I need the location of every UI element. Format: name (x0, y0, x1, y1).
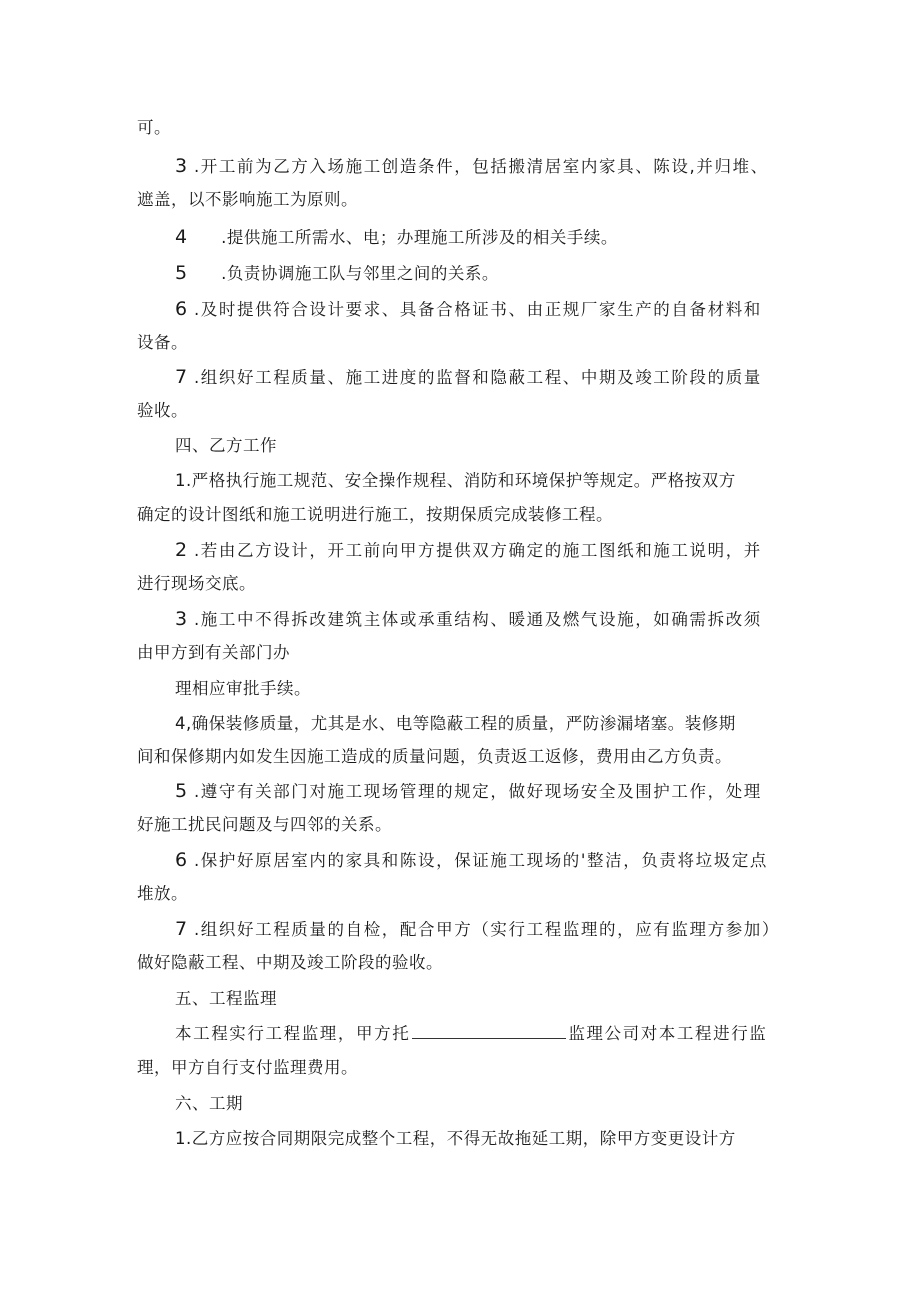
list-item-3: 3 .开工前为乙方入场施工创造条件，包括搬清居室内家具、陈设,并归堆、 (175, 155, 769, 177)
list-item-2: 2 .若由乙方设计，开工前向甲方提供双方确定的施工图纸和施工说明，并 (175, 539, 762, 561)
fill-in-blank (412, 1022, 566, 1039)
text-line: 由甲方到有关部门办 (137, 643, 290, 662)
list-item-6: 6 .及时提供符合设计要求、具备合格证书、由正规厂家生产的自备材料和 (175, 298, 762, 320)
text-line: 堆放。 (137, 884, 188, 903)
text-line: 好施工扰民问题及与四邻的关系。 (137, 815, 392, 834)
text-line: 间和保修期内如发生因施工造成的质量问题，负责返工返修，费用由乙方负责。 (137, 747, 732, 766)
text-line: 设备。 (137, 333, 188, 352)
text-line: 理，甲方自行支付监理费用。 (137, 1058, 358, 1077)
text-line: 确定的设计图纸和施工说明进行施工，按期保质完成装修工程。 (137, 505, 613, 524)
text-line-with-blank: 本工程实行工程监理，甲方托 监理公司对本工程进行监 (175, 1024, 768, 1043)
text-line: 可。 (137, 118, 171, 137)
section-heading-5: 五、工程监理 (175, 989, 277, 1008)
list-item-5: 5 .负责协调施工队与邻里之间的关系。 (175, 262, 499, 284)
list-item-3b: 3 .施工中不得拆改建筑主体或承重结构、暖通及燃气设施，如确需拆改须 (175, 608, 762, 630)
list-item-7b: 7 .组织好工程质量的自检，配合甲方（实行工程监理的，应有监理方参加） (175, 918, 780, 940)
text-line: 遮盖，以不影响施工为原则。 (137, 190, 358, 209)
text-line: 理相应审批手续。 (175, 679, 311, 698)
text-line: 验收。 (137, 401, 188, 420)
section-heading-4: 四、乙方工作 (175, 436, 277, 455)
text-line: 1.严格执行施工规范、安全操作规程、消防和环境保护等规定。严格按双方 (175, 471, 736, 490)
list-item-4b: 4,确保装修质量，尤其是水、电等隐蔽工程的质量，严防渗漏堵塞。装修期 (175, 714, 736, 733)
text-line: 进行现场交底。 (137, 574, 256, 593)
list-item-5b: 5 .遵守有关部门对施工现场管理的规定，做好现场安全及围护工作，处理 (175, 780, 762, 802)
text-line: 1.乙方应按合同期限完成整个工程，不得无故拖延工期，除甲方变更设计方 (175, 1129, 736, 1148)
list-item-7: 7 .组织好工程质量、施工进度的监督和隐蔽工程、中期及竣工阶段的质量 (175, 366, 762, 388)
list-item-6b: 6 .保护好原居室内的家具和陈设，保证施工现场的'整洁，负责将垃圾定点 (175, 849, 769, 871)
section-heading-6: 六、工期 (175, 1094, 243, 1113)
text-line: 做好隐蔽工程、中期及竣工阶段的验收。 (137, 953, 443, 972)
list-item-4: 4 .提供施工所需水、电；办理施工所涉及的相关手续。 (175, 226, 618, 248)
